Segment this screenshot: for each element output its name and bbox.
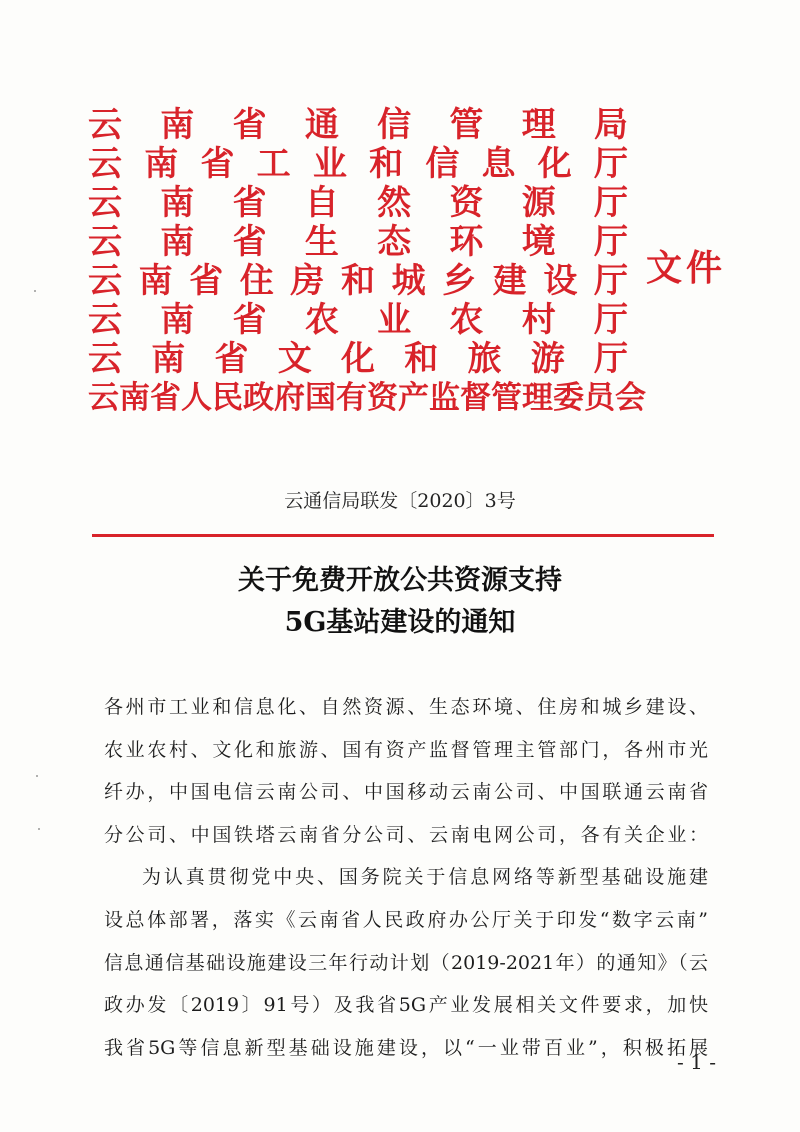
agency-char: 云	[88, 144, 122, 184]
document-number: 云通信局联发〔2020〕3号	[284, 490, 516, 512]
red-divider-line	[92, 534, 714, 537]
agency-char: 省	[189, 261, 224, 301]
agency-char: 省	[150, 380, 181, 416]
agency-char: 南	[160, 300, 195, 340]
agency-char: 南	[160, 222, 195, 262]
agency-line-7	[88, 340, 628, 379]
agency-char: 局	[593, 105, 628, 145]
agency-char: 理	[521, 105, 556, 145]
agency-char: 民	[212, 380, 243, 416]
scan-speck	[34, 290, 36, 292]
agency-char: 设	[543, 261, 578, 301]
agency-char: 自	[304, 183, 339, 223]
agency-char: 和	[369, 144, 404, 184]
body-line: 为认真贯彻党中央、国务院关于信息网络等新型基础设施建	[142, 866, 708, 889]
agency-char: 厅	[594, 339, 628, 379]
agency-char: 南	[138, 261, 173, 301]
agency-char: 文	[277, 339, 312, 379]
agency-char: 监	[429, 380, 460, 416]
agency-char: 南	[151, 339, 186, 379]
agency-char: 农	[304, 300, 339, 340]
agency-char: 住	[239, 261, 274, 301]
title-line-2: 5G基站建设的通知	[284, 607, 516, 638]
agency-char: 云	[88, 300, 122, 340]
agency-char: 工	[256, 144, 291, 184]
issuing-agencies	[88, 105, 646, 418]
agency-char: 资	[367, 380, 398, 416]
document-title	[0, 560, 800, 644]
agency-char: 环	[449, 222, 484, 262]
agency-char: 旅	[467, 339, 502, 379]
agency-char: 南	[144, 144, 179, 184]
body-line: 农业农村、文化和旅游、国有资产监督管理主管部门，各州市光	[104, 738, 708, 761]
agency-char: 境	[521, 222, 556, 262]
agency-char: 游	[530, 339, 565, 379]
scan-speck	[36, 775, 38, 777]
agency-char: 化	[341, 339, 375, 379]
agency-char: 息	[481, 144, 516, 184]
agency-char: 乡	[442, 261, 477, 301]
agency-char: 理	[522, 380, 553, 416]
agency-char: 省	[232, 222, 267, 262]
agency-char: 南	[160, 183, 195, 223]
agency-char: 省	[232, 300, 267, 340]
agency-char: 通	[304, 105, 339, 145]
agency-char: 厅	[593, 183, 628, 223]
agency-char: 城	[391, 261, 426, 301]
agency-line-4	[88, 223, 628, 262]
agency-char: 省	[232, 183, 267, 223]
agency-char: 省	[232, 105, 267, 145]
body-line: 分公司、中国铁塔云南省分公司、云南电网公司，各有关企业：	[104, 823, 708, 846]
agency-char: 村	[521, 300, 556, 340]
agency-char: 政	[243, 380, 274, 416]
agency-char: 资	[449, 183, 484, 223]
agency-char: 厅	[593, 261, 628, 301]
page-number: - 1 -	[677, 1050, 716, 1074]
agency-char: 省	[214, 339, 249, 379]
agency-char: 化	[537, 144, 572, 184]
agency-char: 和	[404, 339, 439, 379]
agency-char: 厅	[593, 144, 628, 184]
agency-char: 云	[88, 222, 122, 262]
file-word: 文件	[646, 247, 727, 289]
agency-char: 和	[340, 261, 375, 301]
agency-char: 会	[615, 380, 646, 416]
scan-speck	[38, 828, 40, 830]
body-text	[104, 686, 708, 1069]
body-line: 政办发〔2019〕91号）及我省5G产业发展相关文件要求，加快	[104, 994, 708, 1017]
agency-char: 态	[377, 222, 412, 262]
agency-char: 源	[521, 183, 556, 223]
agency-char: 然	[377, 183, 412, 223]
agency-char: 委	[553, 380, 584, 416]
agency-char: 云	[88, 261, 122, 301]
agency-char: 产	[398, 380, 429, 416]
agency-line-8	[88, 379, 646, 418]
body-line: 设总体部署，落实《云南省人民政府办公厅关于印发“数字云南”	[104, 908, 708, 931]
agency-char: 农	[449, 300, 484, 340]
agency-char: 督	[460, 380, 491, 416]
agency-char: 信	[425, 144, 460, 184]
agency-char: 云	[88, 380, 119, 416]
agency-char: 员	[584, 380, 615, 416]
agency-line-5	[88, 262, 628, 301]
agency-char: 云	[88, 105, 122, 145]
agency-char: 信	[377, 105, 412, 145]
agency-char: 业	[377, 300, 412, 340]
agency-char: 云	[88, 183, 122, 223]
agency-char: 管	[491, 380, 522, 416]
agency-line-2	[88, 145, 628, 184]
agency-char: 房	[290, 261, 325, 301]
agency-char: 建	[492, 261, 527, 301]
agency-char: 人	[181, 380, 212, 416]
agency-char: 管	[449, 105, 484, 145]
agency-line-3	[88, 184, 628, 223]
agency-char: 府	[274, 380, 305, 416]
agency-char: 云	[88, 339, 122, 379]
agency-char: 生	[304, 222, 339, 262]
agency-char: 业	[312, 144, 347, 184]
body-line: 各州市工业和信息化、自然资源、生态环境、住房和城乡建设、	[104, 696, 708, 718]
agency-char: 厅	[593, 300, 628, 340]
agency-line-6	[88, 301, 628, 340]
agency-char: 南	[160, 105, 195, 145]
agency-char: 厅	[593, 222, 628, 262]
agency-line-1	[88, 106, 628, 145]
body-line: 纤办，中国电信云南公司、中国移动云南公司、中国联通云南省	[104, 781, 708, 804]
body-line: 信息通信基础设施建设三年行动计划（2019-2021年）的通知》（云	[104, 951, 708, 974]
agency-char: 国	[305, 380, 336, 416]
title-line-1: 关于免费开放公共资源支持	[238, 565, 562, 596]
agency-char: 省	[200, 144, 235, 184]
agency-char: 有	[336, 380, 367, 416]
agency-char: 南	[119, 380, 150, 416]
body-line: 我省5G等信息新型基础设施建设，以“一业带百业”，积极拓展	[104, 1036, 708, 1059]
